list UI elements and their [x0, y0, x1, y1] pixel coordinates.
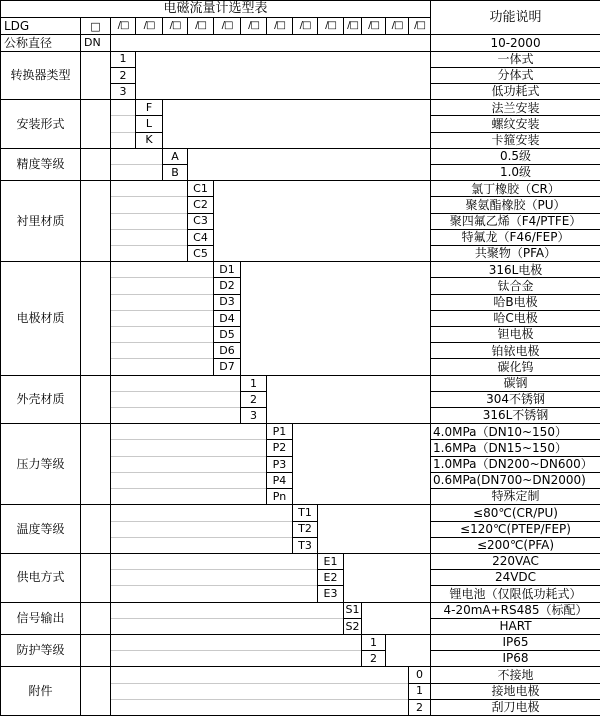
left-filler	[111, 262, 214, 278]
code-cell: DN	[81, 35, 111, 51]
left-filler	[111, 310, 214, 326]
left-filler	[111, 489, 267, 505]
group-label-accessories: 附件	[1, 667, 81, 716]
code-cell: 1	[241, 375, 267, 391]
code-cell: 3	[111, 84, 136, 100]
function-cell: 低功耗式	[431, 84, 600, 100]
function-cell: 特氟龙（F46/FEP）	[431, 229, 600, 245]
code-cell: D1	[214, 262, 241, 278]
code-slot-6: /□	[241, 18, 267, 35]
left-filler	[111, 440, 267, 456]
left-filler	[111, 537, 293, 553]
dn-column-spacer	[81, 667, 111, 716]
code-cell: 2	[241, 391, 267, 407]
left-filler	[111, 553, 318, 569]
dn-column-spacer	[81, 51, 111, 100]
left-filler	[111, 408, 241, 424]
function-cell: 4.0MPa（DN10~150）	[431, 424, 600, 440]
dn-column-spacer	[81, 262, 111, 375]
function-cell: 316L不锈钢	[431, 408, 600, 424]
function-cell: ≤80℃(CR/PU)	[431, 505, 600, 521]
left-filler	[111, 100, 136, 116]
table-title: 电磁流量计选型表	[1, 1, 431, 18]
group-label-converter-type: 转换器类型	[1, 51, 81, 100]
function-cell: 220VAC	[431, 553, 600, 569]
function-cell: 聚氨酯橡胶（PU）	[431, 197, 600, 213]
code-cell: T2	[293, 521, 318, 537]
code-box: □	[81, 18, 111, 35]
dn-column-spacer	[81, 602, 111, 634]
code-cell: S2	[344, 618, 362, 634]
code-cell: 2	[362, 651, 386, 667]
left-filler	[111, 116, 136, 132]
left-filler	[111, 651, 362, 667]
function-cell: 氯丁橡胶（CR）	[431, 181, 600, 197]
code-cell: 1	[111, 51, 136, 67]
left-filler	[111, 375, 241, 391]
group-label-lining-material: 衬里材质	[1, 181, 81, 262]
right-filler	[111, 35, 431, 51]
code-cell: E1	[318, 553, 344, 569]
code-cell: C4	[188, 229, 214, 245]
code-cell: P4	[267, 472, 293, 488]
function-column-header: 功能说明	[431, 1, 600, 35]
group-label-protection-rating: 防护等级	[1, 634, 81, 666]
code-slot-2: /□	[136, 18, 163, 35]
code-cell: C5	[188, 246, 214, 262]
code-cell: 1	[409, 683, 431, 699]
right-filler	[293, 424, 431, 505]
code-cell: D5	[214, 327, 241, 343]
left-filler	[111, 132, 136, 148]
function-cell: 特殊定制	[431, 489, 600, 505]
function-cell: 聚四氟乙烯（F4/PTFE）	[431, 213, 600, 229]
group-label-signal-output: 信号输出	[1, 602, 81, 634]
right-filler	[318, 505, 431, 554]
code-slot-9: /□	[318, 18, 344, 35]
code-slot-8: /□	[293, 18, 318, 35]
left-filler	[111, 472, 267, 488]
function-cell: 分体式	[431, 67, 600, 83]
code-cell: D2	[214, 278, 241, 294]
dn-column-spacer	[81, 634, 111, 666]
code-cell: D3	[214, 294, 241, 310]
code-cell: D6	[214, 343, 241, 359]
code-cell: D4	[214, 310, 241, 326]
code-cell: B	[163, 165, 188, 181]
code-cell: 0	[409, 667, 431, 683]
left-filler	[111, 391, 241, 407]
code-cell: P1	[267, 424, 293, 440]
function-cell: 10-2000	[431, 35, 600, 51]
right-filler	[344, 553, 431, 602]
group-label-electrode-material: 电极材质	[1, 262, 81, 375]
code-cell: K	[136, 132, 163, 148]
right-filler	[136, 51, 431, 100]
left-filler	[111, 343, 214, 359]
code-slot-1: /□	[111, 18, 136, 35]
right-filler	[163, 100, 431, 149]
function-cell: 0.5级	[431, 148, 600, 164]
dn-column-spacer	[81, 553, 111, 602]
group-label-accuracy: 精度等级	[1, 148, 81, 180]
function-cell: ≤200℃(PFA)	[431, 537, 600, 553]
function-cell: IP68	[431, 651, 600, 667]
function-cell: 共聚物（PFA）	[431, 246, 600, 262]
function-cell: 刮刀电极	[431, 699, 600, 715]
function-cell: ≤120℃(PTEP/FEP)	[431, 521, 600, 537]
right-filler	[362, 602, 431, 634]
left-filler	[111, 294, 214, 310]
function-cell: 钽电极	[431, 327, 600, 343]
function-cell: 哈B电极	[431, 294, 600, 310]
dn-column-spacer	[81, 424, 111, 505]
function-cell: 24VDC	[431, 570, 600, 586]
group-label-installation: 安装形式	[1, 100, 81, 149]
left-filler	[111, 618, 344, 634]
right-filler	[267, 375, 431, 424]
code-cell: D7	[214, 359, 241, 375]
function-cell: 1.0MPa（DN200~DN600）	[431, 456, 600, 472]
code-cell: Pn	[267, 489, 293, 505]
dn-column-spacer	[81, 148, 111, 180]
code-slot-7: /□	[267, 18, 293, 35]
code-cell: S1	[344, 602, 362, 618]
function-cell: 碳钢	[431, 375, 600, 391]
left-filler	[111, 570, 318, 586]
function-cell: 螺纹安装	[431, 116, 600, 132]
code-slot-5: /□	[214, 18, 241, 35]
code-cell: 2	[111, 67, 136, 83]
code-cell: F	[136, 100, 163, 116]
function-cell: 卡箍安装	[431, 132, 600, 148]
function-cell: HART	[431, 618, 600, 634]
model-prefix: LDG	[1, 18, 81, 35]
code-cell: 3	[241, 408, 267, 424]
left-filler	[111, 327, 214, 343]
function-cell: 碳化钨	[431, 359, 600, 375]
function-cell: 铂铱电极	[431, 343, 600, 359]
left-filler	[111, 197, 188, 213]
code-cell: C3	[188, 213, 214, 229]
function-cell: 钛合金	[431, 278, 600, 294]
left-filler	[111, 667, 409, 683]
left-filler	[111, 683, 409, 699]
left-filler	[111, 148, 163, 164]
dn-column-spacer	[81, 375, 111, 424]
code-slot-12: /□	[386, 18, 409, 35]
function-cell: 锂电池（仅限低功耗式）	[431, 586, 600, 602]
code-cell: P3	[267, 456, 293, 472]
function-cell: 不接地	[431, 667, 600, 683]
code-slot-13: /□	[409, 18, 431, 35]
group-label-power-supply: 供电方式	[1, 553, 81, 602]
code-cell: 1	[362, 634, 386, 650]
function-cell: 接地电极	[431, 683, 600, 699]
function-cell: 316L电极	[431, 262, 600, 278]
left-filler	[111, 586, 318, 602]
left-filler	[111, 699, 409, 715]
code-cell: C2	[188, 197, 214, 213]
code-cell: 2	[409, 699, 431, 715]
code-slot-10: /□	[344, 18, 362, 35]
group-label-housing-material: 外壳材质	[1, 375, 81, 424]
code-cell: A	[163, 148, 188, 164]
right-filler	[241, 262, 431, 375]
left-filler	[111, 246, 188, 262]
left-filler	[111, 278, 214, 294]
dn-column-spacer	[81, 181, 111, 262]
left-filler	[111, 424, 267, 440]
code-slot-11: /□	[362, 18, 386, 35]
right-filler	[214, 181, 431, 262]
right-filler	[386, 634, 431, 666]
left-filler	[111, 181, 188, 197]
function-cell: 一体式	[431, 51, 600, 67]
function-cell: 304不锈钢	[431, 391, 600, 407]
code-cell: E2	[318, 570, 344, 586]
left-filler	[111, 521, 293, 537]
function-cell: 1.6MPa（DN15~150）	[431, 440, 600, 456]
function-cell: 0.6MPa(DN700~DN2000)	[431, 472, 600, 488]
left-filler	[111, 456, 267, 472]
group-label-temperature-rating: 温度等级	[1, 505, 81, 554]
group-label-pressure-rating: 压力等级	[1, 424, 81, 505]
group-label-nominal-diameter: 公称直径	[1, 35, 81, 51]
code-slot-4: /□	[188, 18, 214, 35]
code-cell: T1	[293, 505, 318, 521]
left-filler	[111, 634, 362, 650]
left-filler	[111, 602, 344, 618]
code-cell: L	[136, 116, 163, 132]
left-filler	[111, 359, 214, 375]
left-filler	[111, 165, 163, 181]
function-cell: IP65	[431, 634, 600, 650]
left-filler	[111, 213, 188, 229]
function-cell: 4-20mA+RS485（标配）	[431, 602, 600, 618]
left-filler	[111, 229, 188, 245]
code-cell: T3	[293, 537, 318, 553]
left-filler	[111, 505, 293, 521]
code-slot-3: /□	[163, 18, 188, 35]
function-cell: 哈C电极	[431, 310, 600, 326]
code-cell: C1	[188, 181, 214, 197]
function-cell: 法兰安装	[431, 100, 600, 116]
dn-column-spacer	[81, 100, 111, 149]
code-cell: E3	[318, 586, 344, 602]
dn-column-spacer	[81, 505, 111, 554]
code-cell: P2	[267, 440, 293, 456]
function-cell: 1.0级	[431, 165, 600, 181]
right-filler	[188, 148, 431, 180]
